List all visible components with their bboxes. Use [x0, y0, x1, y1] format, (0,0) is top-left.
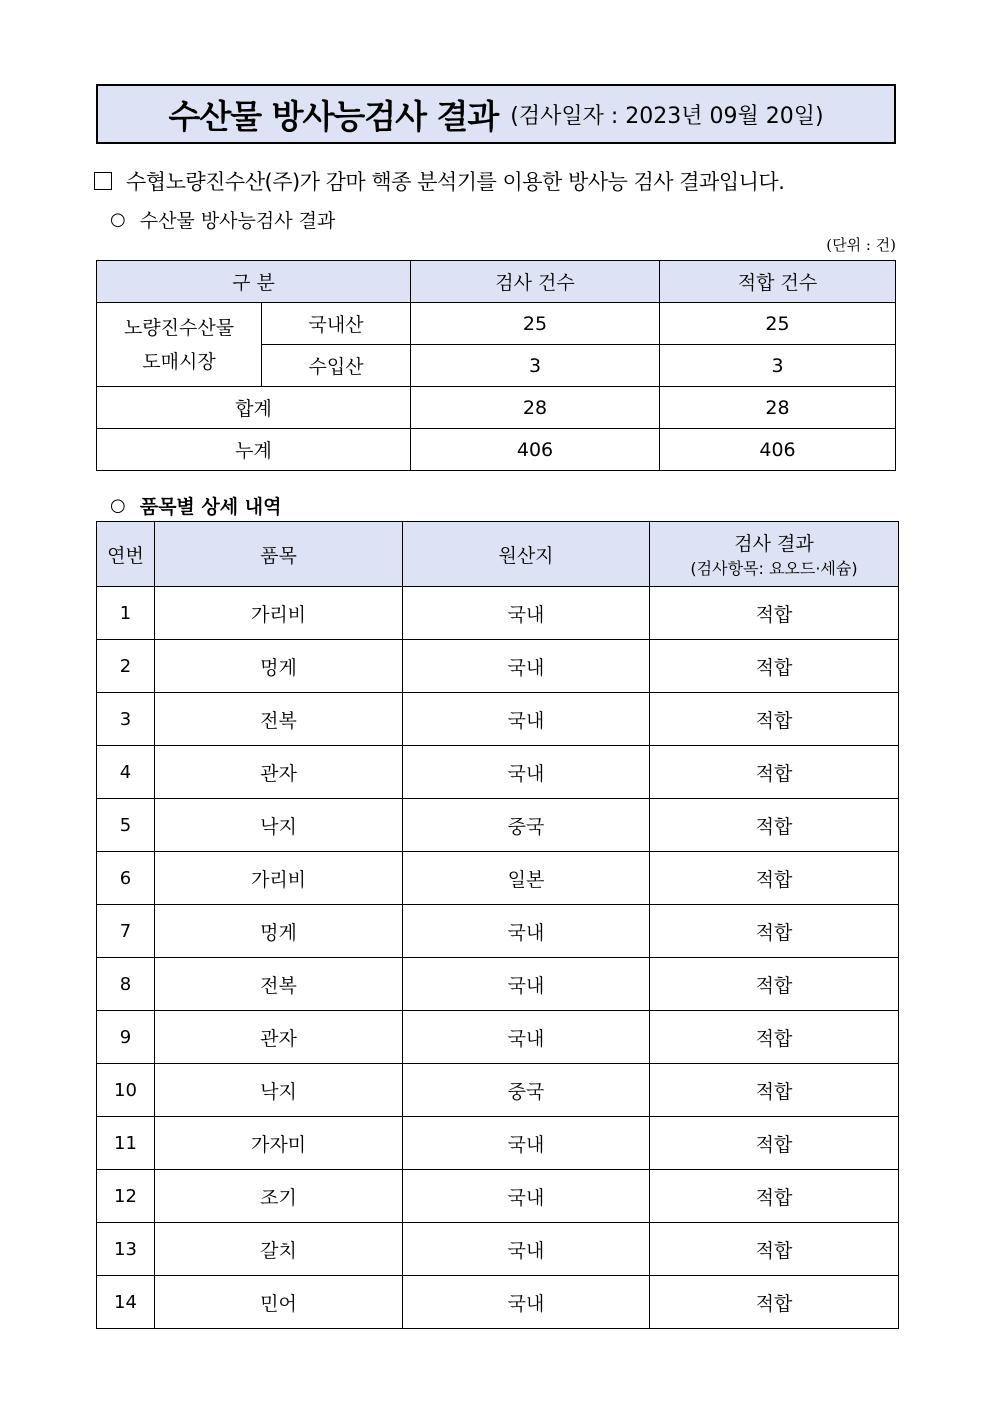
table-row	[97, 1276, 899, 1329]
row-origin: 중국	[403, 799, 650, 852]
row-origin: 국내	[403, 1117, 650, 1170]
row-item: 멍게	[155, 905, 403, 958]
row-number: 10	[97, 1064, 155, 1117]
row-number: 9	[97, 1011, 155, 1064]
circle-bullet-icon: ○	[110, 209, 126, 230]
row-result: 적합	[650, 1276, 899, 1329]
row-origin: 국내	[403, 746, 650, 799]
cumulative-label: 누계	[97, 429, 411, 471]
row-number: 12	[97, 1170, 155, 1223]
row-item: 가리비	[155, 852, 403, 905]
row-origin: 국내	[403, 640, 650, 693]
row-number: 1	[97, 587, 155, 640]
row-number: 8	[97, 958, 155, 1011]
intro-line	[94, 166, 784, 196]
row-origin: 일본	[403, 852, 650, 905]
circle-bullet-icon: ○	[110, 495, 126, 516]
row-item: 낙지	[155, 799, 403, 852]
header-passed: 적합 건수	[660, 261, 896, 303]
row-origin: 국내	[403, 1011, 650, 1064]
table-row	[97, 799, 899, 852]
summary-row-cumulative	[97, 429, 896, 471]
row-result: 적합	[650, 1170, 899, 1223]
row-result: 적합	[650, 852, 899, 905]
row-item: 민어	[155, 1276, 403, 1329]
section2-heading	[110, 492, 281, 519]
checkbox-icon	[94, 172, 112, 190]
table-row	[97, 693, 899, 746]
row-origin: 국내	[403, 1170, 650, 1223]
header-category: 구 분	[97, 261, 411, 303]
row-number: 6	[97, 852, 155, 905]
inspected-domestic: 25	[411, 303, 660, 345]
passed-imported: 3	[660, 345, 896, 387]
row-origin: 국내	[403, 1223, 650, 1276]
summary-row-domestic	[97, 303, 896, 345]
table-row	[97, 1223, 899, 1276]
intro-text: 수협노량진수산(주)가 감마 핵종 분석기를 이용한 방사능 검사 결과입니다.	[126, 170, 785, 194]
row-item: 가리비	[155, 587, 403, 640]
row-origin: 국내	[403, 587, 650, 640]
row-origin: 국내	[403, 958, 650, 1011]
type-domestic: 국내산	[262, 303, 411, 345]
row-result: 적합	[650, 958, 899, 1011]
inspection-date: (검사일자 : 2023년 09월 20일)	[510, 103, 824, 129]
table-row	[97, 958, 899, 1011]
summary-header-row	[97, 261, 896, 303]
cumulative-passed: 406	[660, 429, 896, 471]
table-row	[97, 1117, 899, 1170]
row-item: 관자	[155, 1011, 403, 1064]
total-passed: 28	[660, 387, 896, 429]
row-number: 4	[97, 746, 155, 799]
table-row	[97, 1064, 899, 1117]
row-item: 관자	[155, 746, 403, 799]
section2-heading-text: 품목별 상세 내역	[139, 496, 282, 518]
row-result: 적합	[650, 1011, 899, 1064]
row-item: 전복	[155, 693, 403, 746]
table-row	[97, 852, 899, 905]
row-result: 적합	[650, 1223, 899, 1276]
summary-row-total	[97, 387, 896, 429]
row-result: 적합	[650, 1064, 899, 1117]
row-item: 멍게	[155, 640, 403, 693]
section1-heading	[110, 206, 335, 233]
row-number: 2	[97, 640, 155, 693]
row-item: 조기	[155, 1170, 403, 1223]
row-item: 갈치	[155, 1223, 403, 1276]
row-result: 적합	[650, 640, 899, 693]
row-item: 전복	[155, 958, 403, 1011]
cumulative-inspected: 406	[411, 429, 660, 471]
passed-domestic: 25	[660, 303, 896, 345]
row-result: 적합	[650, 905, 899, 958]
row-number: 7	[97, 905, 155, 958]
header-origin: 원산지	[403, 522, 650, 587]
row-number: 13	[97, 1223, 155, 1276]
row-result: 적합	[650, 587, 899, 640]
header-result-label: 검사 결과	[734, 533, 814, 555]
inspected-imported: 3	[411, 345, 660, 387]
row-result: 적합	[650, 799, 899, 852]
row-result: 적합	[650, 746, 899, 799]
detail-table	[96, 521, 899, 1329]
section1-heading-text: 수산물 방사능검사 결과	[139, 210, 336, 232]
row-item: 낙지	[155, 1064, 403, 1117]
row-item: 가자미	[155, 1117, 403, 1170]
header-item: 품목	[155, 522, 403, 587]
row-number: 3	[97, 693, 155, 746]
detail-header-row	[97, 522, 899, 587]
type-imported: 수입산	[262, 345, 411, 387]
row-origin: 국내	[403, 1276, 650, 1329]
row-number: 14	[97, 1276, 155, 1329]
header-result	[650, 522, 899, 587]
row-origin: 국내	[403, 905, 650, 958]
row-number: 5	[97, 799, 155, 852]
market-name-line2: 도매시장	[142, 350, 216, 373]
table-row	[97, 746, 899, 799]
total-label: 합계	[97, 387, 411, 429]
row-result: 적합	[650, 693, 899, 746]
table-row	[97, 905, 899, 958]
row-result: 적합	[650, 1117, 899, 1170]
market-name-line1: 노량진수산물	[123, 316, 235, 339]
summary-table	[96, 260, 896, 471]
page-title: 수산물 방사능검사 결과	[168, 96, 499, 136]
unit-note: (단위 : 건)	[826, 236, 896, 254]
header-no: 연번	[97, 522, 155, 587]
table-row	[97, 1011, 899, 1064]
table-row	[97, 640, 899, 693]
total-inspected: 28	[411, 387, 660, 429]
market-name	[97, 303, 262, 387]
row-origin: 국내	[403, 693, 650, 746]
title-box	[96, 84, 896, 144]
row-number: 11	[97, 1117, 155, 1170]
header-inspected: 검사 건수	[411, 261, 660, 303]
table-row	[97, 1170, 899, 1223]
row-origin: 중국	[403, 1064, 650, 1117]
table-row	[97, 587, 899, 640]
header-result-note: (검사항목: 요오드·세슘)	[690, 559, 858, 578]
